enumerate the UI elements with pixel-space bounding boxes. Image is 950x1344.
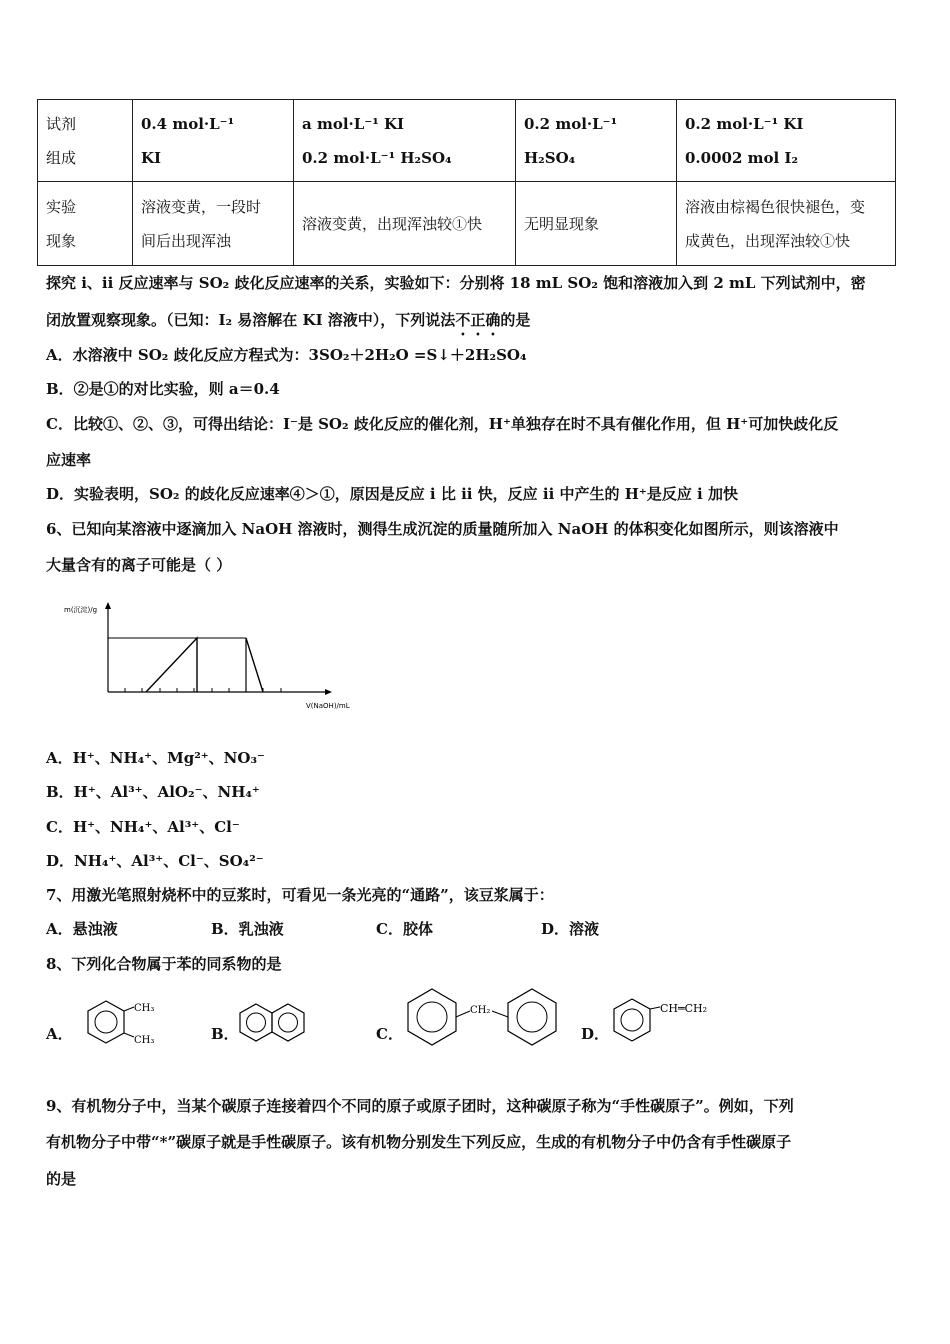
q8-option-b-label: B．: [211, 1025, 239, 1043]
table-cell: 0.2 mol·L⁻¹ H₂SO₄: [516, 100, 677, 182]
q8-option-a-label: A．: [46, 1025, 73, 1043]
q8-option-d-label: D．: [581, 1025, 610, 1043]
methyl-label: CH₃: [134, 1035, 155, 1046]
table-row: [38, 182, 896, 266]
table-cell: 0.4 mol·L⁻¹ KI: [133, 100, 294, 182]
table-cell: 溶液由棕褐色很快褪色，变 成黄色，出现浑浊较①快: [677, 182, 896, 266]
o-xylene-structure: [78, 995, 168, 1055]
table-cell: 溶液变黄，一段时 间后出现浑浊: [133, 182, 294, 266]
q9-line3: 的是: [46, 1170, 77, 1188]
q5-option-b: B．②是①的对比实验，则 a＝0.4: [46, 380, 280, 398]
q7-option-c: C．胶体: [376, 920, 433, 938]
q7-option-b: B．乳浊液: [211, 920, 284, 938]
q5-option-a: A．水溶液中 SO₂ 歧化反应方程式为：3SO₂＋2H₂O =S↓＋2H₂SO₄: [46, 346, 527, 364]
experiment-table: [37, 99, 896, 266]
diphenylmethane-structure: [400, 985, 570, 1055]
methylene-label: CH₂: [470, 1005, 491, 1016]
q5-option-c-line2: 应速率: [46, 451, 92, 469]
q7-option-a: A．悬浊液: [46, 920, 118, 938]
q5-option-c-line1: C．比较①、②、③，可得出结论：I⁻是 SO₂ 歧化反应的催化剂，H⁺单独存在时不具有催化作用，但 H⁺可加快歧化反: [46, 415, 839, 433]
styrene-structure: [608, 993, 733, 1048]
q5-stem-line2: 闭放置观察现象。（已知：I₂ 易溶解在 KI 溶液中），下列说法不正确的是: [46, 311, 531, 329]
methyl-label: CH₃: [134, 1003, 155, 1014]
table-cell: 溶液变黄，出现浑浊较①快: [294, 182, 516, 266]
q9-line2: 有机物分子中带“*”碳原子就是手性碳原子。该有机物分别发生下列反应，生成的有机物分子中仍含有手性碳原子: [46, 1133, 792, 1151]
precipitate-rise: [146, 638, 197, 692]
precipitate-fall: [246, 638, 263, 692]
table-header-cell: 实验 现象: [38, 182, 133, 266]
table-cell: a mol·L⁻¹ KI 0.2 mol·L⁻¹ H₂SO₄: [294, 100, 516, 182]
naphthalene-structure: [236, 998, 311, 1053]
q6-option-d: D．NH₄⁺、Al³⁺、Cl⁻、SO₄²⁻: [46, 852, 264, 870]
q6-option-a: A．H⁺、NH₄⁺、Mg²⁺、NO₃⁻: [46, 749, 265, 767]
precipitate-graph: [60, 600, 380, 715]
q7-option-d: D．溶液: [541, 920, 600, 938]
q5-option-d: D．实验表明，SO₂ 的歧化反应速率④＞①，原因是反应 i 比 ii 快，反应 ii 中产生的 H⁺是反应 i 加快: [46, 485, 738, 503]
table-header-cell: 试剂 组成: [38, 100, 133, 182]
q5-stem-line1: 探究 i、ii 反应速率与 SO₂ 歧化反应速率的关系，实验如下：分别将 18 mL SO₂ 饱和溶液加入到 2 mL 下列试剂中，密: [46, 274, 866, 292]
x-axis-arrow: [325, 689, 332, 695]
graph-x-label: V(NaOH)/mL: [306, 702, 350, 710]
table-cell: 无明显现象: [516, 182, 677, 266]
q9-line1: 9、有机物分子中，当某个碳原子连接着四个不同的原子或原子团时，这种碳原子称为“手性碳原子”。例如，下列: [46, 1097, 794, 1115]
q5-emphasis: 不正确: [455, 311, 501, 329]
table-cell: 0.2 mol·L⁻¹ KI 0.0002 mol I₂: [677, 100, 896, 182]
q7-stem: 7、用激光笔照射烧杯中的豆浆时，可看见一条光亮的“通路”，该豆浆属于：: [46, 886, 554, 904]
q6-option-b: B．H⁺、Al³⁺、AlO₂⁻、NH₄⁺: [46, 783, 260, 801]
q8-option-c-label: C．: [376, 1025, 403, 1043]
vinyl-label: CH═CH₂: [660, 1002, 708, 1015]
graph-y-label: m(沉淀)/g: [64, 606, 98, 614]
q6-stem-line2: 大量含有的离子可能是（ ）: [46, 556, 232, 574]
q6-stem-line1: 6、已知向某溶液中逐滴加入 NaOH 溶液时，测得生成沉淀的质量随所加入 NaOH 的体积变化如图所示，则该溶液中: [46, 520, 839, 538]
table-row: [38, 100, 896, 182]
q8-stem: 8、下列化合物属于苯的同系物的是: [46, 955, 282, 973]
y-axis-arrow: [105, 602, 111, 609]
q6-option-c: C．H⁺、NH₄⁺、Al³⁺、Cl⁻: [46, 818, 240, 836]
